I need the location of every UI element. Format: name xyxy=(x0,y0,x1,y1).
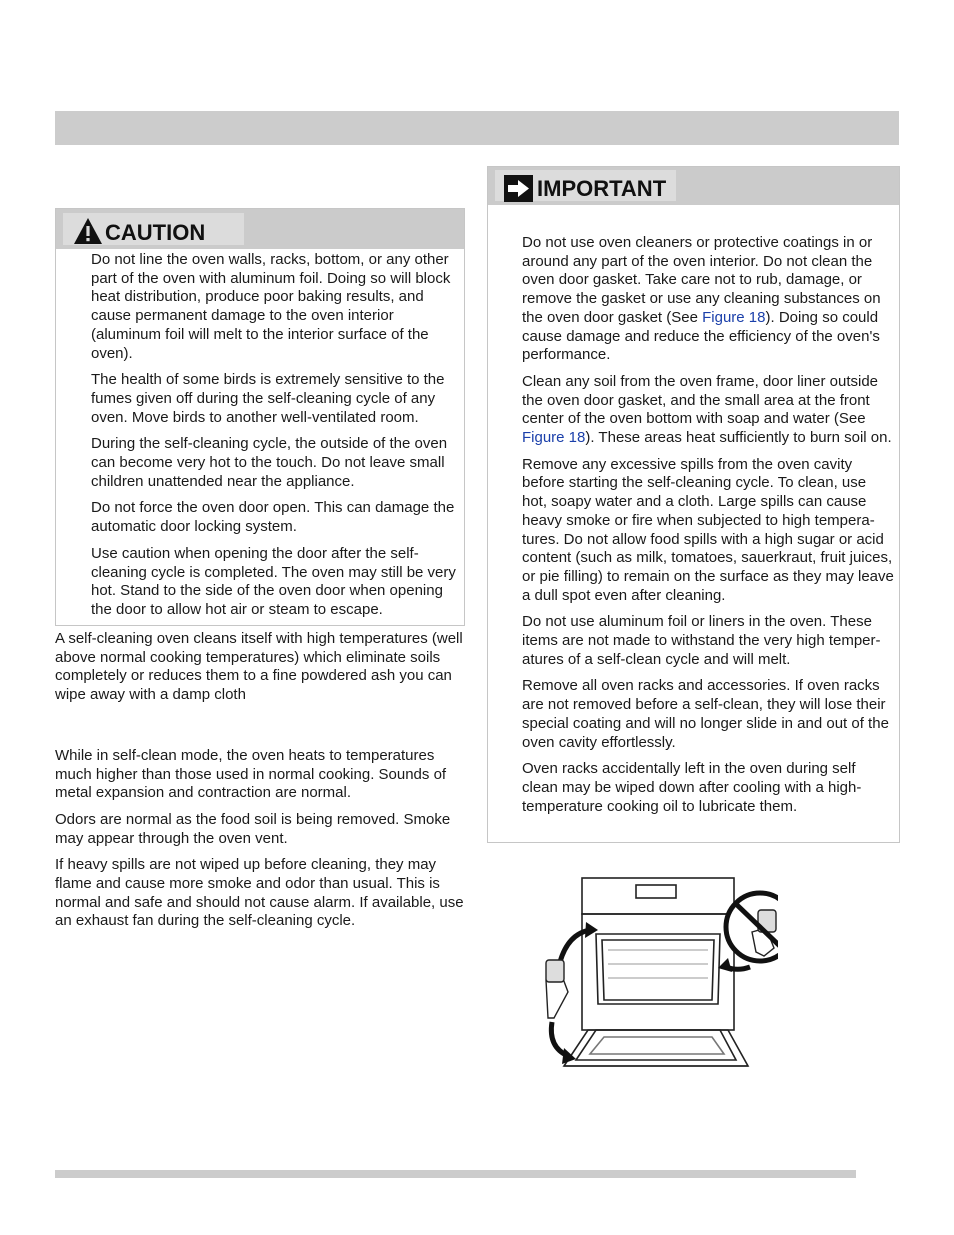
text-segment: Clean any soil from the oven frame, door liner outside the oven door gasket, and the small area at the front center of the oven bottom with soap and water (See xyxy=(522,372,879,428)
text-segment: Do not use oven cleaners or protective coatings in or around any part of the oven interior. Do not clean the oven door gasket. Take care not to rub, damage, or remove the gasket or use any cleaning substances on the oven door gasket (See xyxy=(522,234,881,326)
caution-item: Use caution when opening the door after the self-cleaning cycle is completed. The oven may still be very hot. Stand to the side of the oven door when opening the door to allow hot air or steam to escape. xyxy=(91,544,456,618)
figure-18-link[interactable]: Figure 18 xyxy=(702,308,766,326)
important-header xyxy=(488,167,899,205)
important-item: Oven racks accidentally left in the oven during self clean may be wiped down after cooling with a high-temperature cooking oil to lubricate them. xyxy=(522,760,862,815)
footer-bar xyxy=(55,1170,856,1178)
caution-item: During the self-cleaning cycle, the outside of the oven can become very hot to the touch. Do not leave small children unattended near the appliance. xyxy=(91,435,448,490)
important-item: Remove any excessive spills from the oven cavity before starting the self-cleaning cycle. To clean, use hot, soapy water and a cloth. Large spills can cause heavy smoke or fire when subjected to high tempera-tures. Do not allow food spills with a high sugar or acid content (such as milk, tomatoes, sauerkraut, fruit juices, or pie filling) to remain on the surface as they may leave a dull spot even after cleaning. xyxy=(522,455,894,604)
caution-box xyxy=(55,208,465,626)
important-item xyxy=(522,234,894,365)
caution-item: The health of some birds is extremely sensitive to the fumes given off during the self-cleaning cycle of any oven. Move birds to another well-ventilated room. xyxy=(91,371,445,426)
caution-tab xyxy=(63,213,244,245)
figure-18-link[interactable]: Figure 18 xyxy=(522,429,586,447)
body-paragraph: Odors are normal as the food soil is being removed. Smoke may appear through the oven vent. xyxy=(55,810,451,847)
oven-cleaning-illustration xyxy=(538,872,778,1077)
intro-paragraph: A self-cleaning oven cleans itself with high temperatures (well above normal cooking temperatures) which eliminate soils completely or reduces them to a fine powdered ash you can wipe away with a damp cloth xyxy=(55,630,463,704)
body-paragraph: If heavy spills are not wiped up before cleaning, they may flame and cause more smoke and odor than usual. This is normal and safe and should not cause alarm. If available, use an exhaust fan during the self-cleaning cycle. xyxy=(55,856,464,930)
text-segment: ). Doing so could cause damage and reduce the efficiency of the oven's performance. xyxy=(522,308,880,364)
left-body-text xyxy=(55,630,465,939)
caution-header xyxy=(56,209,464,249)
caution-list xyxy=(91,251,461,628)
caution-item: Do not force the oven door open. This can damage the automatic door locking system. xyxy=(91,499,455,536)
important-item: Remove all oven racks and accessories. If oven racks are not removed before a self-clean, they will lose their special coating and will no longer slide in and out of the oven cavity effortlessly. xyxy=(522,677,889,751)
caution-title: CAUTION xyxy=(105,220,206,245)
important-list xyxy=(522,234,894,824)
arrow-right-icon xyxy=(504,175,533,202)
important-item xyxy=(522,373,894,448)
important-tab xyxy=(495,170,676,201)
text-segment: ). These areas heat sufficiently to burn soil on. xyxy=(585,429,892,447)
important-item: Do not use aluminum foil or liners in the oven. These items are not made to withstand the very high temper-atures of a self-clean cycle and will melt. xyxy=(522,613,881,668)
header-bar xyxy=(55,111,899,145)
important-title: IMPORTANT xyxy=(537,176,667,201)
body-paragraph: While in self-clean mode, the oven heats to temperatures much higher than those used in normal cooking. Sounds of metal expansion and contraction are normal. xyxy=(55,746,447,802)
caution-item: Do not line the oven walls, racks, bottom, or any other part of the oven with aluminum foil. Doing so will block heat distribution, produce poor baking results, and cause permanent damage to the oven interior (aluminum foil will melt to the interior surface of the oven). xyxy=(91,251,451,362)
warning-triangle-icon xyxy=(73,217,103,245)
important-box xyxy=(487,166,900,843)
